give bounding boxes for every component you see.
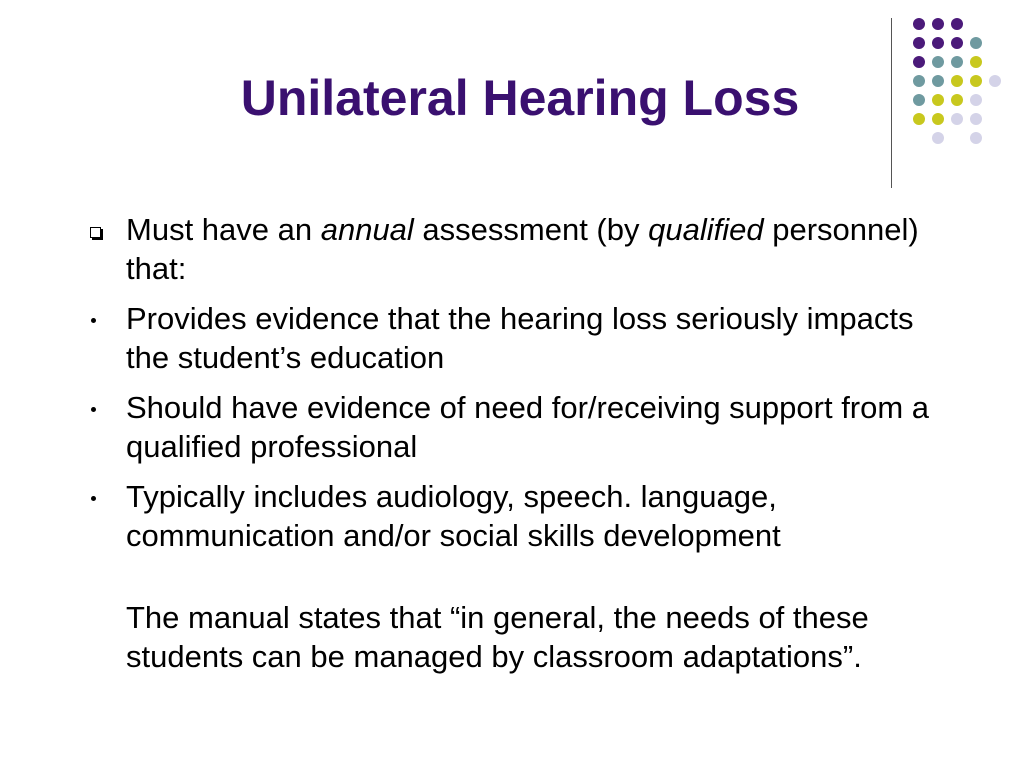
decorative-dot <box>932 132 944 144</box>
note-paragraph: The manual states that “in general, the needs of these students can be managed by classroom adaptations”. <box>126 600 869 674</box>
decorative-dot <box>932 56 944 68</box>
title-divider-line <box>891 18 892 188</box>
decorative-dot <box>951 113 963 125</box>
decorative-dot <box>932 113 944 125</box>
decorative-dot <box>932 94 944 106</box>
decorative-dot <box>913 56 925 68</box>
decorative-dot <box>913 75 925 87</box>
decorative-dot <box>951 56 963 68</box>
decorative-dot <box>951 75 963 87</box>
decorative-dot <box>932 37 944 49</box>
bullet-text: Provides evidence that the hearing loss seriously impacts the student’s education <box>126 301 914 375</box>
slide-title: Unilateral Hearing Loss <box>240 70 800 126</box>
slide-body <box>86 210 946 676</box>
bullet-item <box>86 388 946 466</box>
decorative-dot <box>913 18 925 30</box>
decorative-dot <box>970 75 982 87</box>
decorative-dot <box>951 18 963 30</box>
decorative-dot <box>970 94 982 106</box>
decorative-dot <box>913 94 925 106</box>
decorative-dot <box>951 94 963 106</box>
decorative-dot <box>970 56 982 68</box>
bullet-item <box>86 299 946 377</box>
decorative-dot <box>970 113 982 125</box>
decorative-dot <box>913 37 925 49</box>
decorative-dot <box>970 132 982 144</box>
bullet-text: Typically includes audiology, speech. language, communication and/or social skills development <box>126 479 781 553</box>
decorative-dot <box>989 75 1001 87</box>
decorative-dot <box>913 113 925 125</box>
decorative-dot <box>932 75 944 87</box>
bullet-text: Should have evidence of need for/receiving support from a qualified professional <box>126 390 930 464</box>
bullet-item <box>86 210 946 288</box>
bullet-text: Must have an annual assessment (by qualified personnel) that: <box>126 212 919 286</box>
bullet-item <box>86 477 946 555</box>
decorative-dot <box>932 18 944 30</box>
decorative-dot <box>970 37 982 49</box>
decorative-dot <box>951 37 963 49</box>
